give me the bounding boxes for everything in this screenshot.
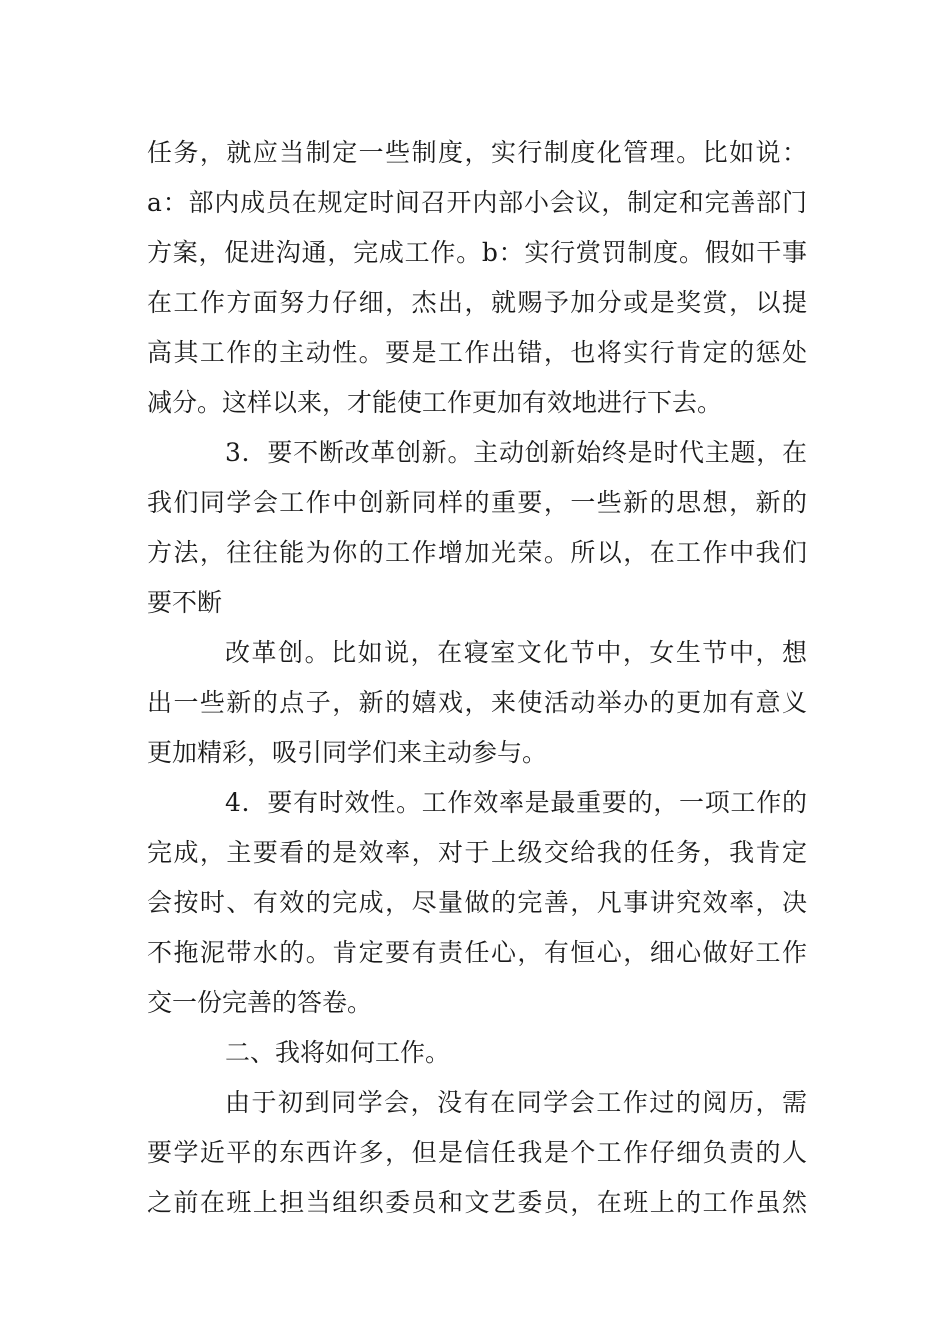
text-line: 不拖泥带水的。肯定要有责任心，有恒心，细心做好工作 <box>147 938 807 967</box>
text-line: 交一份完善的答卷。 <box>147 988 373 1017</box>
text-line: 要不断 <box>147 588 223 617</box>
text-line: 由于初到同学会，没有在同学会工作过的阅历，需 <box>225 1088 807 1117</box>
text-line: 减分。这样以来，才能使工作更加有效地进行下去。 <box>147 388 723 417</box>
text-line: 4．要有时效性。工作效率是最重要的，一项工作的 <box>225 788 807 817</box>
text-line: 高其工作的主动性。要是工作出错，也将实行肯定的惩处 <box>147 338 807 367</box>
text-line: 改革创。比如说，在寝室文化节中，女生节中，想 <box>225 638 807 667</box>
text-line: 3．要不断改革创新。主动创新始终是时代主题，在 <box>225 438 807 467</box>
text-line: 之前在班上担当组织委员和文艺委员，在班上的工作虽然 <box>147 1188 807 1217</box>
text-line: 任务，就应当制定一些制度，实行制度化管理。比如说： <box>147 138 807 167</box>
text-line: 要学近平的东西许多，但是信任我是个工作仔细负责的人 <box>147 1138 807 1167</box>
text-line: 方案，促进沟通，完成工作。b：实行赏罚制度。假如干事 <box>147 238 807 267</box>
section-heading: 二、我将如何工作。 <box>225 1038 451 1067</box>
text-line: 完成，主要看的是效率，对于上级交给我的任务，我肯定 <box>147 838 807 867</box>
text-line: 会按时、有效的完成，尽量做的完善，凡事讲究效率，决 <box>147 888 807 917</box>
text-line: 在工作方面努力仔细，杰出，就赐予加分或是奖赏，以提 <box>147 288 807 317</box>
text-line: 方法，往往能为你的工作增加光荣。所以，在工作中我们 <box>147 538 807 567</box>
text-line: a：部内成员在规定时间召开内部小会议，制定和完善部门 <box>147 188 807 217</box>
text-line: 我们同学会工作中创新同样的重要，一些新的思想，新的 <box>147 488 807 517</box>
text-line: 更加精彩，吸引同学们来主动参与。 <box>147 738 548 767</box>
text-line: 出一些新的点子，新的嬉戏，来使活动举办的更加有意义 <box>147 688 807 717</box>
